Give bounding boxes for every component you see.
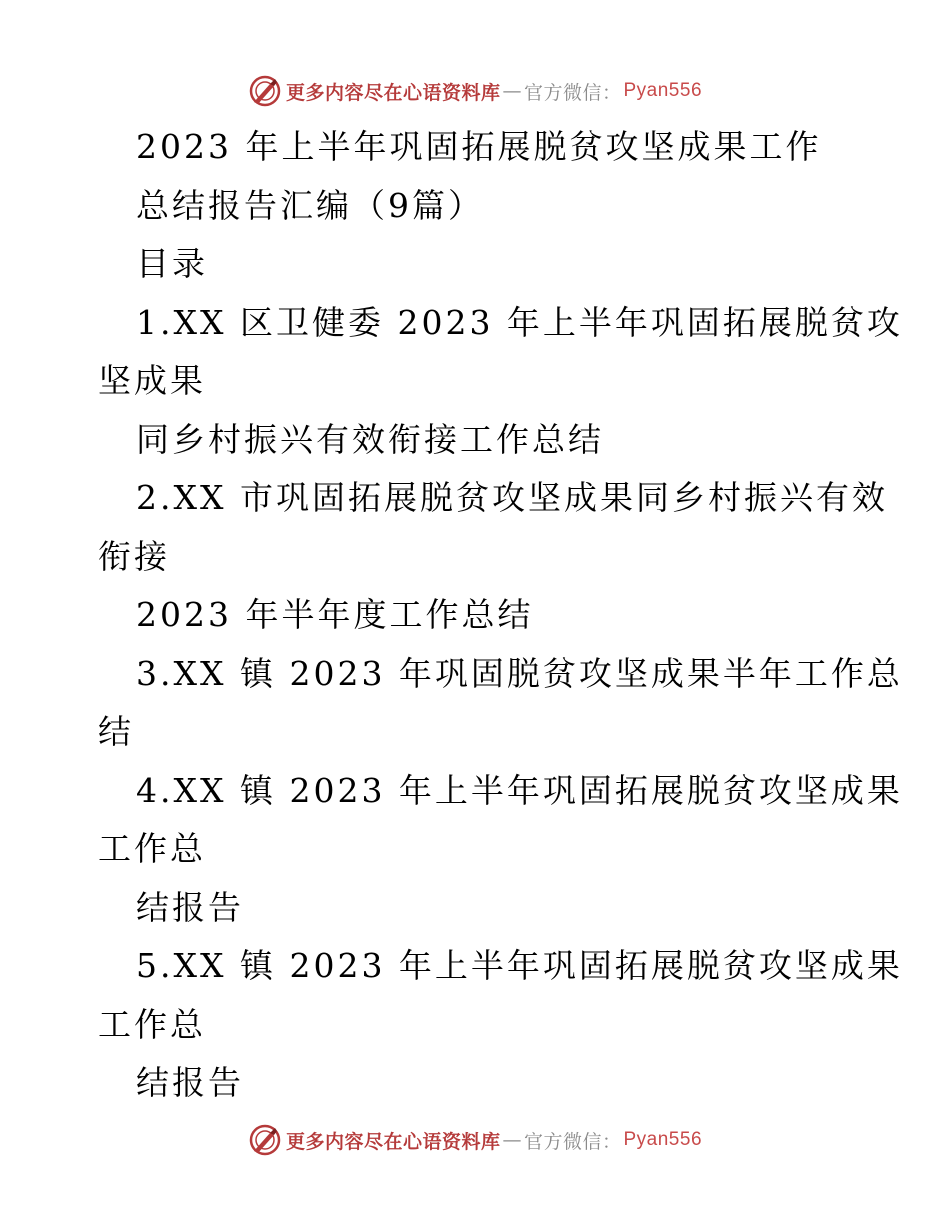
toc-heading: 目录	[136, 244, 208, 283]
pen-logo-icon	[248, 74, 282, 108]
toc-item-3-line-2: 结	[98, 712, 134, 751]
doc-title-line-2: 总结报告汇编（9篇）	[136, 185, 484, 225]
watermark-account: Pyan556	[623, 80, 703, 101]
watermark-brand: 更多内容尽在心语资料库	[285, 1130, 501, 1153]
toc-item-5-line-2: 工作总	[98, 1004, 206, 1044]
watermark-account-label: 官方微信：	[523, 81, 622, 104]
toc-item-4-line-2: 工作总	[98, 829, 206, 868]
toc-item-3-line-1: 3.XX 镇 2023 年巩固脱贫攻坚成果半年工作总	[136, 653, 903, 693]
pen-logo-icon	[248, 1123, 282, 1157]
toc-item-5-line-3: 结报告	[136, 1063, 244, 1102]
document-body	[98, 118, 903, 1113]
footer-watermark	[0, 1122, 950, 1158]
toc-item-1-line-1: 1.XX 区卫健委 2023 年上半年巩固拓展脱贫攻	[136, 302, 903, 342]
toc-item-2-line-3: 2023 年半年度工作总结	[136, 595, 534, 634]
watermark-brand: 更多内容尽在心语资料库	[285, 81, 501, 104]
watermark-separator: —	[502, 80, 522, 102]
watermark-account-label: 官方微信：	[523, 1130, 622, 1153]
doc-title-line-1: 2023 年上半年巩固拓展脱贫攻坚成果工作	[136, 127, 822, 166]
toc-item-5-line-1: 5.XX 镇 2023 年上半年巩固拓展脱贫攻坚成果	[136, 946, 903, 985]
watermark-account: Pyan556	[623, 1129, 703, 1150]
toc-item-4-line-3: 结报告	[136, 887, 244, 927]
toc-item-4-line-1: 4.XX 镇 2023 年上半年巩固拓展脱贫攻坚成果	[136, 770, 903, 810]
watermark-separator: —	[502, 1129, 522, 1151]
toc-item-1-line-2: 坚成果	[98, 361, 206, 400]
header-watermark	[0, 73, 950, 109]
toc-item-1-line-3: 同乡村振兴有效衔接工作总结	[136, 419, 604, 459]
toc-item-2-line-1: 2.XX 市巩固拓展脱贫攻坚成果同乡村振兴有效	[136, 478, 888, 517]
toc-item-2-line-2: 衔接	[98, 536, 170, 576]
